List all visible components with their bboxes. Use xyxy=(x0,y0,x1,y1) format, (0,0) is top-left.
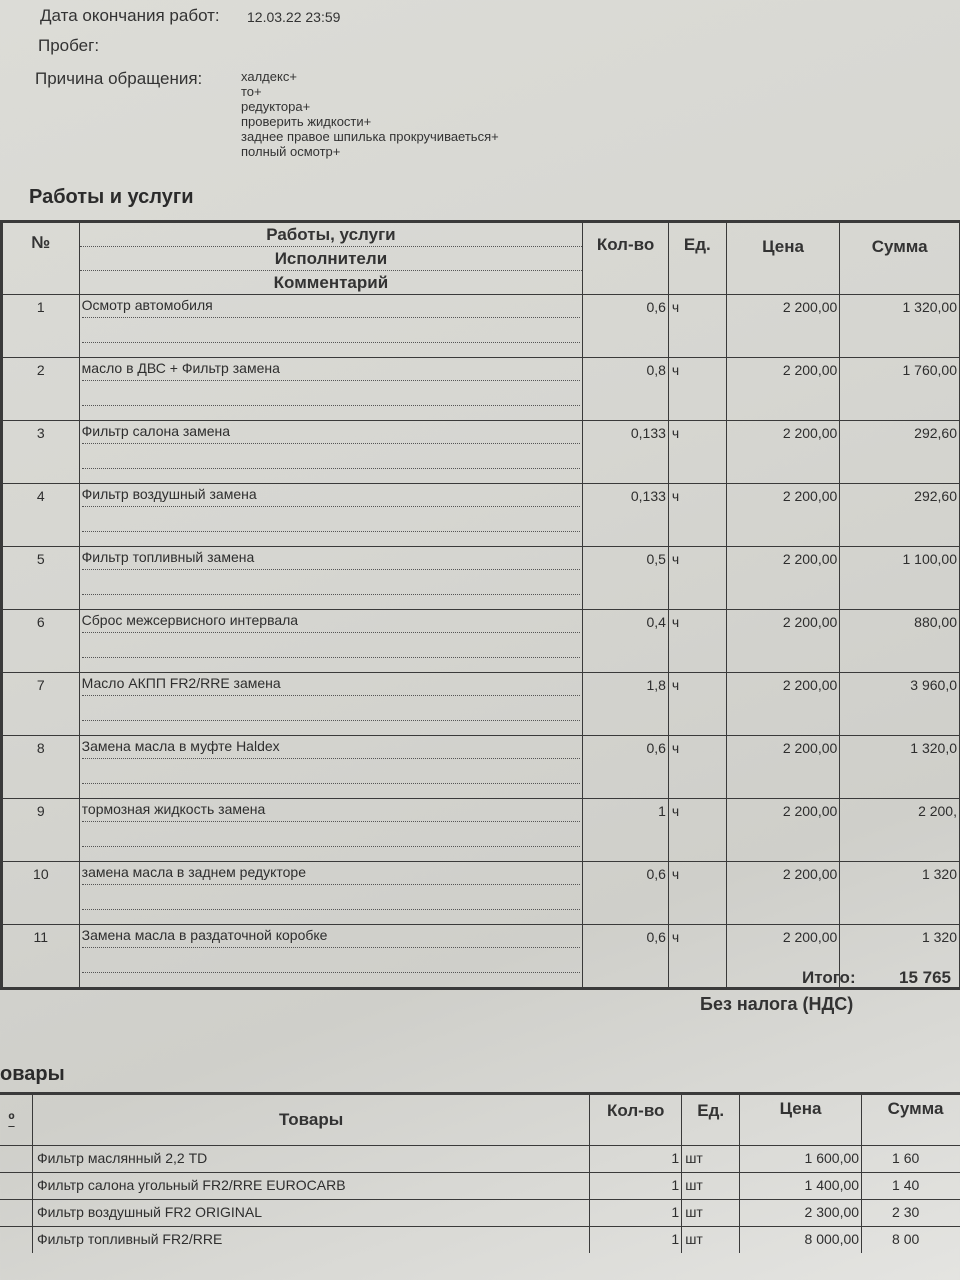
row-price: 2 200,00 xyxy=(726,547,840,610)
row-num: 5 xyxy=(2,547,80,610)
col-name-header xyxy=(79,222,583,295)
row-qty: 0,6 xyxy=(583,736,669,799)
col-qty-header: Кол-во xyxy=(590,1094,682,1146)
table-row xyxy=(2,610,960,673)
table-row xyxy=(0,1200,960,1227)
col-qty-header: Кол-во xyxy=(583,222,669,295)
row-qty: 0,133 xyxy=(583,484,669,547)
row-performer-line xyxy=(82,637,581,658)
row-price: 2 200,00 xyxy=(726,484,840,547)
col-price-header: Цена xyxy=(726,222,840,295)
row-unit: шт xyxy=(682,1173,740,1200)
row-num xyxy=(0,1146,32,1173)
col-price-header: Цена xyxy=(740,1094,862,1146)
table-row xyxy=(2,295,960,358)
row-sum: 2 30 xyxy=(862,1200,960,1227)
table-row xyxy=(0,1227,960,1254)
works-table xyxy=(0,220,960,990)
row-unit: ч xyxy=(668,484,726,547)
row-price: 2 200,00 xyxy=(726,421,840,484)
col-num-header: º xyxy=(0,1094,32,1146)
row-num: 1 xyxy=(2,295,80,358)
row-unit: ч xyxy=(668,736,726,799)
row-name-cell xyxy=(79,484,583,547)
end-date-label: Дата окончания работ: xyxy=(40,6,220,25)
table-row xyxy=(0,1173,960,1200)
row-name: тормозная жидкость замена xyxy=(82,801,581,822)
row-unit: ч xyxy=(668,673,726,736)
reason-item: заднее правое шпилька прокручиваеться+ xyxy=(241,129,499,144)
row-num: 9 xyxy=(2,799,80,862)
row-qty: 0,6 xyxy=(583,862,669,925)
row-qty: 0,6 xyxy=(583,295,669,358)
row-unit: шт xyxy=(682,1146,740,1173)
reason-item: редуктора+ xyxy=(241,99,311,114)
row-qty: 1 xyxy=(590,1227,682,1254)
row-price: 2 200,00 xyxy=(726,673,840,736)
row-name: Фильтр маслянный 2,2 TD xyxy=(32,1146,589,1173)
row-name: масло в ДВС + Фильтр замена xyxy=(82,360,581,381)
table-row xyxy=(2,421,960,484)
row-performer-line xyxy=(82,574,581,595)
row-sum: 880,00 xyxy=(840,610,960,673)
row-qty: 1 xyxy=(590,1146,682,1173)
row-price: 8 000,00 xyxy=(740,1227,862,1254)
row-num: 11 xyxy=(2,925,80,989)
row-name-cell xyxy=(79,736,583,799)
row-sum: 1 320 xyxy=(840,925,960,989)
row-performer-line xyxy=(82,511,581,532)
works-header-row xyxy=(2,222,960,295)
row-name: Замена масла в муфте Haldex xyxy=(82,738,581,759)
row-performer-line xyxy=(82,322,581,343)
row-name: Фильтр воздушный замена xyxy=(82,486,581,507)
row-sum: 1 60 xyxy=(862,1146,960,1173)
goods-header-row xyxy=(0,1094,960,1146)
row-name: Фильтр топливный FR2/RRE xyxy=(32,1227,589,1254)
row-name: замена масла в заднем редукторе xyxy=(82,864,581,885)
row-sum: 1 760,00 xyxy=(840,358,960,421)
col-name-header: Товары xyxy=(32,1094,589,1146)
col-unit-header: Ед. xyxy=(682,1094,740,1146)
row-num: 6 xyxy=(2,610,80,673)
row-unit: ч xyxy=(668,799,726,862)
row-qty: 0,6 xyxy=(583,925,669,989)
col-name-works: Работы, услуги xyxy=(80,223,583,247)
row-price: 2 200,00 xyxy=(726,736,840,799)
table-row xyxy=(2,358,960,421)
row-price: 2 200,00 xyxy=(726,925,840,989)
table-row xyxy=(2,799,960,862)
reason-item: халдекс+ xyxy=(241,69,297,84)
table-row xyxy=(0,1146,960,1173)
table-row xyxy=(2,547,960,610)
goods-section-title: овары xyxy=(0,1063,65,1085)
col-name-comment: Комментарий xyxy=(273,273,389,292)
row-unit: шт xyxy=(682,1200,740,1227)
row-name-cell xyxy=(79,610,583,673)
row-qty: 0,5 xyxy=(583,547,669,610)
row-price: 2 200,00 xyxy=(726,358,840,421)
row-name-cell xyxy=(79,862,583,925)
row-name: Сброс межсервисного интервала xyxy=(82,612,581,633)
row-qty: 0,4 xyxy=(583,610,669,673)
total-label: Итого: xyxy=(802,968,856,987)
row-num xyxy=(0,1173,32,1200)
row-performer-line xyxy=(82,700,581,721)
row-sum: 1 320 xyxy=(840,862,960,925)
row-sum: 292,60 xyxy=(840,484,960,547)
table-row xyxy=(2,736,960,799)
row-sum: 1 100,00 xyxy=(840,547,960,610)
reason-item: полный осмотр+ xyxy=(241,144,341,159)
row-sum: 1 320,00 xyxy=(840,295,960,358)
row-num: 2 xyxy=(2,358,80,421)
row-unit: ч xyxy=(668,421,726,484)
row-price: 2 200,00 xyxy=(726,799,840,862)
row-performer-line xyxy=(82,448,581,469)
row-sum: 1 320,0 xyxy=(840,736,960,799)
table-row xyxy=(2,484,960,547)
row-num: 7 xyxy=(2,673,80,736)
row-price: 2 200,00 xyxy=(726,862,840,925)
row-sum: 3 960,0 xyxy=(840,673,960,736)
row-sum: 8 00 xyxy=(862,1227,960,1254)
row-unit: ч xyxy=(668,358,726,421)
row-unit: ч xyxy=(668,295,726,358)
row-price: 2 200,00 xyxy=(726,610,840,673)
row-num: 8 xyxy=(2,736,80,799)
row-name-cell xyxy=(79,547,583,610)
row-price: 2 300,00 xyxy=(740,1200,862,1227)
row-unit: шт xyxy=(682,1227,740,1254)
row-num xyxy=(0,1200,32,1227)
row-num xyxy=(0,1227,32,1254)
row-performer-line xyxy=(82,763,581,784)
row-name: Фильтр салона угольный FR2/RRE EUROCARB xyxy=(32,1173,589,1200)
mileage-label: Пробег: xyxy=(38,36,100,55)
row-performer-line xyxy=(82,826,581,847)
row-name-cell xyxy=(79,295,583,358)
col-unit-header: Ед. xyxy=(668,222,726,295)
row-unit: ч xyxy=(668,925,726,989)
row-name-cell xyxy=(79,799,583,862)
row-qty: 1 xyxy=(590,1200,682,1227)
row-qty: 1 xyxy=(583,799,669,862)
row-name-cell xyxy=(79,925,583,989)
col-name-performers: Исполнители xyxy=(80,247,583,271)
row-performer-line xyxy=(82,889,581,910)
row-price: 1 600,00 xyxy=(740,1146,862,1173)
works-section-title: Работы и услуги xyxy=(29,186,194,208)
row-sum: 2 200, xyxy=(840,799,960,862)
row-name: Фильтр воздушный FR2 ORIGINAL xyxy=(32,1200,589,1227)
row-sum: 1 40 xyxy=(862,1173,960,1200)
row-num: 3 xyxy=(2,421,80,484)
row-unit: ч xyxy=(668,862,726,925)
row-qty: 1 xyxy=(590,1173,682,1200)
row-qty: 0,133 xyxy=(583,421,669,484)
row-name: Осмотр автомобиля xyxy=(82,297,581,318)
row-num: 4 xyxy=(2,484,80,547)
row-price: 1 400,00 xyxy=(740,1173,862,1200)
row-performer-line xyxy=(82,952,581,973)
col-sum-header: Сумма xyxy=(862,1094,960,1146)
row-qty: 1,8 xyxy=(583,673,669,736)
reason-item: проверить жидкости+ xyxy=(241,114,372,129)
reason-item: то+ xyxy=(241,84,262,99)
row-sum: 292,60 xyxy=(840,421,960,484)
row-name: Масло АКПП FR2/RRE замена xyxy=(82,675,581,696)
table-row xyxy=(2,862,960,925)
col-num-header: № xyxy=(2,222,80,295)
row-performer-line xyxy=(82,385,581,406)
row-name-cell xyxy=(79,358,583,421)
end-date-value: 12.03.22 23:59 xyxy=(247,9,341,25)
col-sum-header: Сумма xyxy=(840,222,960,295)
row-qty: 0,8 xyxy=(583,358,669,421)
row-name: Замена масла в раздаточной коробке xyxy=(82,927,581,948)
reason-list xyxy=(241,69,499,159)
row-unit: ч xyxy=(668,610,726,673)
row-name-cell xyxy=(79,421,583,484)
row-num: 10 xyxy=(2,862,80,925)
row-name-cell xyxy=(79,673,583,736)
row-unit: ч xyxy=(668,547,726,610)
reason-label: Причина обращения: xyxy=(35,69,203,88)
row-price: 2 200,00 xyxy=(726,295,840,358)
table-row xyxy=(2,673,960,736)
row-name: Фильтр салона замена xyxy=(82,423,581,444)
goods-table xyxy=(0,1092,960,1253)
tax-note: Без налога (НДС) xyxy=(700,994,854,1014)
row-name: Фильтр топливный замена xyxy=(82,549,581,570)
total-value: 15 765 xyxy=(899,968,951,987)
